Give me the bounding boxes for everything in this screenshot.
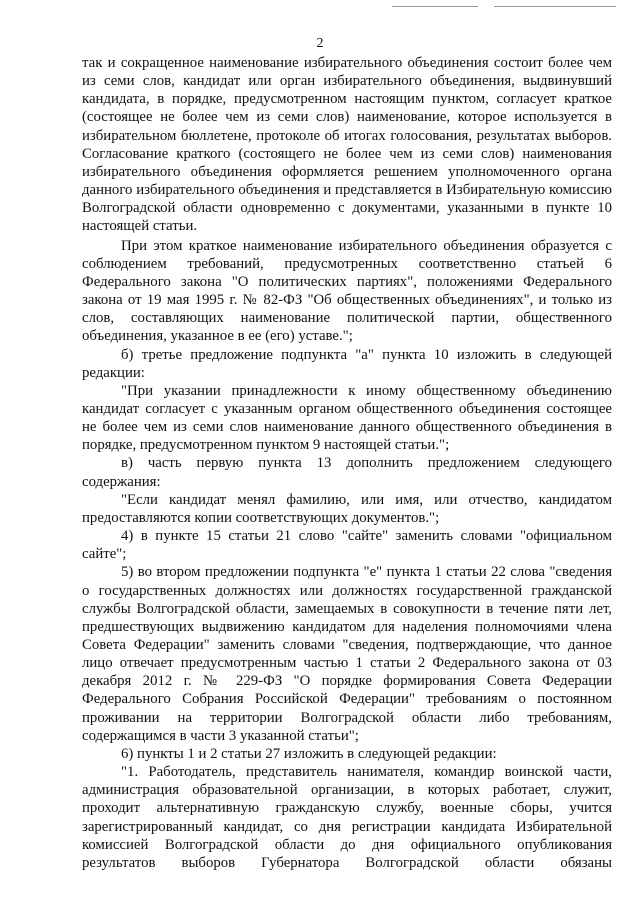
paragraph: в) часть первую пункта 13 дополнить предложением следующего содержания: xyxy=(82,455,612,490)
paragraph: так и сокращенное наименование избирательного объединения состоит более чем из семи слов, кандидат или орган избирательного объединения, выдвинувший кандидата, в порядке, предусмотренном настоящим пунктом, согласует краткое (состоящее не более чем из семи слов) наименование, которое используется в избирательном бюллетене, протоколе об итогах голосования, результатах выборов. Согласование краткого (состоящего не более чем из семи слов) наименования избирательного объединения оформляется решением уполномоченного органа данного избирательного объединения и представляется в Избирательную комиссию Волгоградской области одновременно с документами, указанными в пункте 10 настоящей статьи. xyxy=(82,55,612,235)
paragraph: "Если кандидат менял фамилию, или имя, или отчество, кандидатом предоставляются копии соответствующих документов."; xyxy=(82,491,612,526)
paragraph: б) третье предложение подпункта "а" пункта 10 изложить в следующей редакции: xyxy=(82,346,612,381)
paragraph: При этом краткое наименование избирательного объединения образуется с соблюдением требований, предусмотренных соответственно статьей 6 Федерального закона "О политических партиях", положениями Федерального закона от 19 мая 1995 г. № 82-ФЗ "Об общественных объединениях", и только из слов, составляющих наименование политической партии, общественного объединения, указанное в ее (его) уставе."; xyxy=(82,237,612,345)
document-body xyxy=(82,54,612,872)
scan-artifact-line xyxy=(392,6,478,7)
paragraph: "При указании принадлежности к иному общественному объединению кандидат согласует с указанным органом общественного объединения состоящее не более чем из семи слов наименование данного общественного объединения в порядке, предусмотренном пунктом 9 настоящей статьи."; xyxy=(82,382,612,454)
paragraph: 6) пункты 1 и 2 статьи 27 изложить в следующей редакции: xyxy=(121,745,497,762)
scan-artifact-line xyxy=(494,6,616,7)
paragraph: "1. Работодатель, представитель нанимателя, командир воинской части, администрация образовательной организации, в которых работает, служит, проходит альтернативную гражданскую службу, военные сборы, учится зарегистрированный кандидат, со дня регистрации кандидата Избирательной комиссией Волгоградской области до дня официального опубликования результатов выборов Губернатора Волгоградской области обязаны xyxy=(82,764,612,871)
paragraph: 5) во втором предложении подпункта "е" пункта 1 статьи 22 слова "сведения о государственных должностях или должностях государственной гражданской службы Волгоградской области, замещаемых в совокупности в течение пяти лет, предшествующих выдвижению кандидатом для наделения полномочиями члена Совета Федерации" заменить словами "сведения, подтверждающие, что данное лицо отвечает предусмотренным частью 1 статьи 2 Федерального закона от 03 декабря 2012 г. № 229-ФЗ "О порядке формирования Совета Федерации Федерального Собрания Российской Федерации" требованиям о постоянном проживании на территории Волгоградской области либо требованиям, содержащимся в части 3 указанной статьи"; xyxy=(82,564,612,744)
page-number: 2 xyxy=(316,36,324,51)
paragraph: 4) в пункте 15 статьи 21 слово "сайте" заменить словами "официальном сайте"; xyxy=(82,528,612,563)
